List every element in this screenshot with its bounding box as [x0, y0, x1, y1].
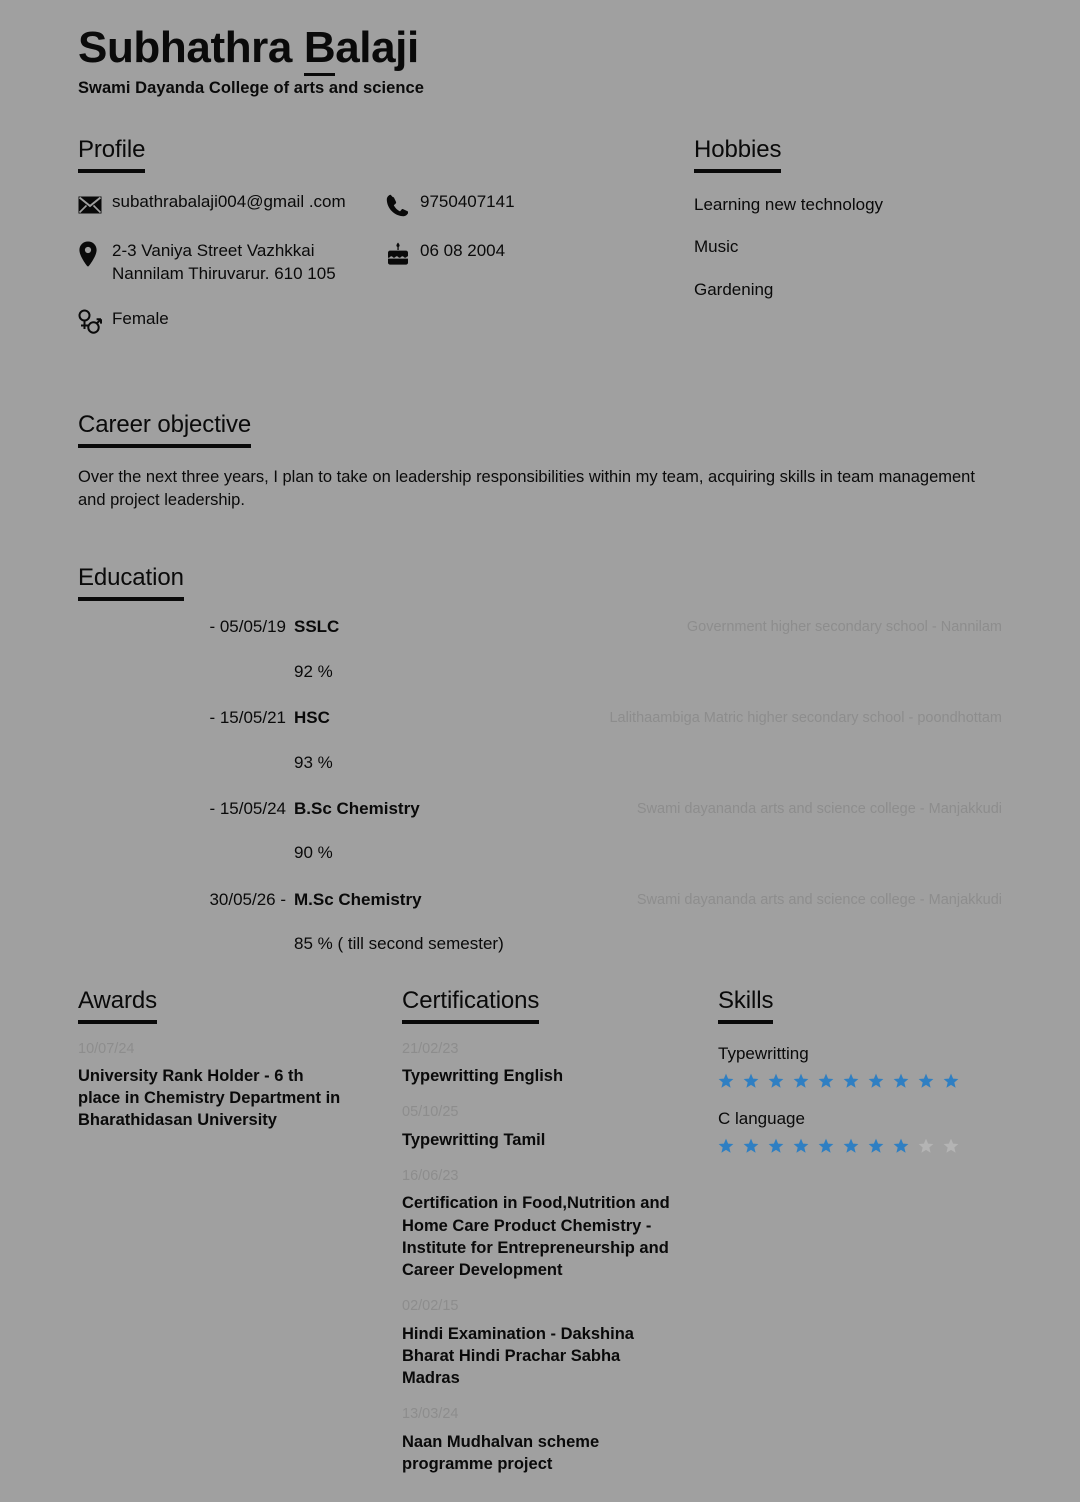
star-filled-icon — [868, 1073, 884, 1089]
certification-title: Hindi Examination - Dakshina Bharat Hindi Prachar Sabha Madras — [402, 1324, 634, 1388]
certification-entry — [402, 1104, 718, 1151]
star-filled-icon — [793, 1138, 809, 1154]
hobbies-heading-wrap — [694, 138, 1002, 173]
email-icon — [78, 192, 112, 218]
career-objective-heading-wrap — [78, 410, 1002, 448]
education-degree: M.Sc Chemistry — [294, 889, 422, 909]
education-entry — [78, 708, 1002, 773]
education-date: - 05/05/19 — [209, 617, 286, 637]
certification-entry — [402, 1168, 718, 1281]
name-part-last: alaji — [335, 23, 419, 72]
star-filled-icon — [868, 1138, 884, 1154]
profile-heading: Profile — [78, 138, 145, 173]
education-institution: Swami dayananda arts and science college - Manjakkudi — [636, 800, 1002, 817]
gender-icon — [78, 309, 112, 335]
candidate-name — [78, 22, 1002, 73]
star-filled-icon — [743, 1073, 759, 1089]
certifications-section — [402, 986, 718, 1476]
birthday-cake-icon — [386, 241, 420, 267]
education-institution: Lalithaambiga Matric higher secondary school - poondhottam — [609, 710, 1002, 727]
education-institution: Swami dayananda arts and science college - Manjakkudi — [636, 891, 1002, 908]
resume-header — [78, 22, 1002, 98]
contact-email-value[interactable]: subathrabalaji004@gmail .com — [112, 192, 346, 212]
star-filled-icon — [718, 1073, 734, 1089]
location-icon — [78, 241, 112, 267]
education-date: - 15/05/24 — [209, 798, 286, 818]
certification-entry — [402, 1406, 718, 1475]
star-empty-icon — [943, 1138, 959, 1154]
education-detail — [294, 890, 584, 955]
profile-heading-wrap — [78, 138, 694, 173]
education-list — [78, 617, 1002, 954]
education-detail — [294, 617, 584, 682]
star-filled-icon — [793, 1073, 809, 1089]
education-entry — [78, 890, 1002, 955]
certification-entry — [402, 1298, 718, 1389]
education-degree: HSC — [294, 708, 330, 728]
hobby-item: Learning new technology — [694, 195, 884, 215]
star-filled-icon — [893, 1073, 909, 1089]
skill-rating-stars — [718, 1138, 1002, 1154]
skill-rating-stars — [718, 1073, 1002, 1089]
award-title: University Rank Holder - 6 th place in Chemistry Department in Bharathidasan University — [78, 1066, 341, 1130]
certification-entry — [402, 1041, 718, 1088]
name-underlined-initial: B — [304, 23, 335, 76]
education-detail — [294, 799, 584, 864]
contact-item-gender — [78, 308, 386, 335]
star-empty-icon — [918, 1138, 934, 1154]
education-score: 90 % — [294, 843, 333, 863]
contact-item-birthdate — [386, 240, 694, 267]
career-objective-section — [78, 410, 1002, 513]
hobbies-section — [694, 138, 1002, 357]
education-degree: SSLC — [294, 617, 340, 637]
skills-heading-wrap — [718, 986, 1002, 1024]
certification-date: 13/03/24 — [402, 1406, 459, 1423]
profile-section — [78, 138, 694, 357]
certification-date: 21/02/23 — [402, 1040, 459, 1057]
awards-heading-wrap — [78, 986, 402, 1024]
education-detail — [294, 708, 584, 773]
education-heading-wrap — [78, 566, 1002, 601]
career-objective-body: Over the next three years, I plan to take on leadership responsibilities within my team, acquiring skills in team management and project leadership. — [78, 467, 975, 509]
certification-title: Naan Mudhalvan scheme programme project — [402, 1432, 600, 1474]
contact-item-phone — [386, 191, 694, 218]
contact-address-value: 2-3 Vaniya Street Vazhkkai Nannilam Thiruvarur. 610 105 — [112, 241, 336, 283]
certification-date: 16/06/23 — [402, 1167, 459, 1184]
bottom-columns — [78, 986, 1002, 1476]
star-filled-icon — [743, 1138, 759, 1154]
awards-section — [78, 986, 402, 1476]
skills-heading: Skills — [718, 989, 773, 1024]
awards-heading: Awards — [78, 989, 157, 1024]
contact-phone-value[interactable]: 9750407141 — [420, 192, 515, 212]
candidate-subtitle: Swami Dayanda College of arts and science — [78, 79, 424, 98]
certification-title: Typewritting Tamil — [402, 1130, 546, 1149]
star-filled-icon — [843, 1073, 859, 1089]
contact-birthdate-value: 06 08 2004 — [420, 241, 506, 261]
contact-item-address — [78, 240, 386, 286]
education-degree: B.Sc Chemistry — [294, 798, 420, 818]
star-filled-icon — [818, 1073, 834, 1089]
star-filled-icon — [843, 1138, 859, 1154]
contact-item-email — [78, 191, 386, 218]
education-score: 92 % — [294, 661, 333, 681]
certification-title: Certification in Food,Nutrition and Home Care Product Chemistry - Institute for Entrepreneurship and Career Development — [402, 1194, 670, 1280]
hobbies-heading: Hobbies — [694, 138, 781, 173]
certifications-heading: Certifications — [402, 989, 539, 1024]
hobby-item: Music — [694, 237, 739, 257]
education-score: 93 % — [294, 752, 333, 772]
skill-name: Typewritting — [718, 1043, 809, 1063]
career-objective-heading: Career objective — [78, 413, 251, 448]
education-entry — [78, 617, 1002, 682]
skill-entry — [718, 1044, 1002, 1089]
education-date: 30/05/26 - — [209, 889, 286, 909]
education-heading: Education — [78, 566, 184, 601]
phone-icon — [386, 192, 420, 218]
certifications-heading-wrap — [402, 986, 718, 1024]
star-filled-icon — [943, 1073, 959, 1089]
contact-grid — [78, 191, 694, 357]
certification-date: 02/02/15 — [402, 1298, 459, 1315]
contact-gender-value: Female — [112, 308, 169, 328]
star-filled-icon — [768, 1073, 784, 1089]
star-filled-icon — [893, 1138, 909, 1154]
skill-entry — [718, 1109, 1002, 1154]
star-filled-icon — [818, 1138, 834, 1154]
contact-column-right — [386, 191, 694, 357]
skill-name: C language — [718, 1108, 805, 1128]
profile-hobbies-row — [78, 138, 1002, 357]
star-filled-icon — [718, 1138, 734, 1154]
skills-section — [718, 986, 1002, 1476]
award-date: 10/07/24 — [78, 1040, 135, 1057]
hobby-item: Gardening — [694, 279, 774, 299]
award-entry — [78, 1041, 402, 1132]
name-part-first: Subhathra — [78, 23, 304, 72]
education-score: 85 % ( till second semester) — [294, 934, 504, 954]
certification-date: 05/10/25 — [402, 1104, 459, 1121]
education-entry — [78, 799, 1002, 864]
certification-title: Typewritting English — [402, 1066, 564, 1085]
education-institution: Government higher secondary school - Nannilam — [686, 619, 1002, 636]
education-date: - 15/05/21 — [209, 708, 286, 728]
star-filled-icon — [918, 1073, 934, 1089]
contact-column-left — [78, 191, 386, 357]
star-filled-icon — [768, 1138, 784, 1154]
education-section — [78, 566, 1002, 954]
